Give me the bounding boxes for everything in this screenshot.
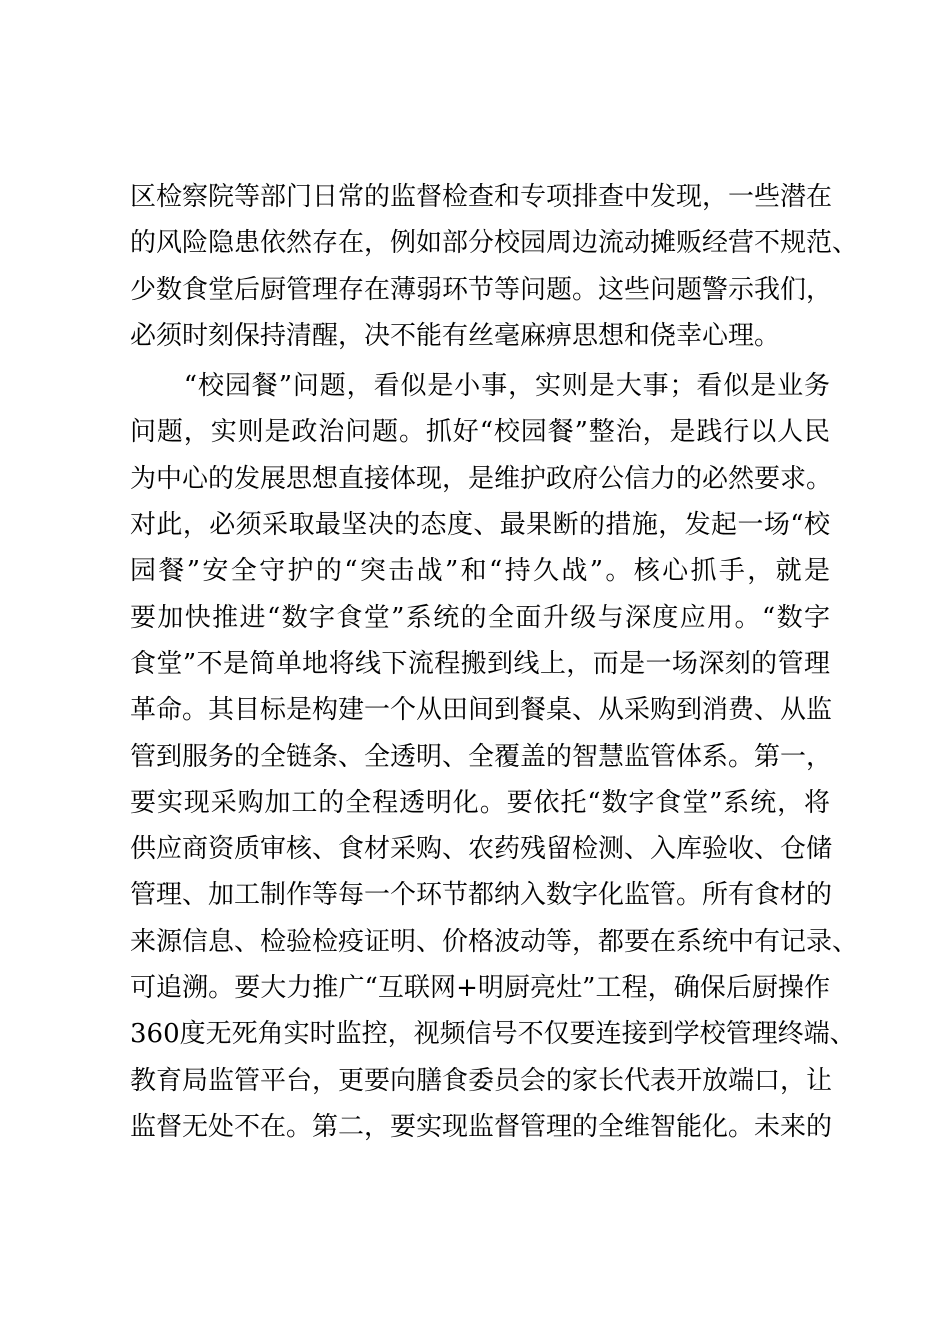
text-line: 管理、加工制作等每一个环节都纳入数字化监管。所有食材的 (130, 880, 833, 911)
text-line: 食堂”不是简单地将线下流程搬到线上，而是一场深刻的管理 (130, 648, 830, 679)
text-line: 对此，必须采取最坚决的态度、最果断的措施，发起一场“校 (130, 510, 830, 541)
text-line: 园餐”安全守护的“突击战”和“持久战”。核心抓手，就是 (130, 556, 830, 587)
paragraph-2 (130, 363, 859, 1150)
text-line: 监督无处不在。第二，要实现监督管理的全维智能化。未来的 (130, 1111, 833, 1142)
paragraph-1 (130, 174, 859, 359)
text-line: 360度无死角实时监控，视频信号不仅要连接到学校管理终端、 (130, 1019, 856, 1050)
text-line: 区检察院等部门日常的监督检查和专项排查中发现，一些潜在 (130, 182, 833, 212)
text-line: 要加快推进“数字食堂”系统的全面升级与深度应用。“数字 (130, 602, 830, 633)
document-body (130, 174, 859, 1150)
text-line: 少数食堂后厨管理存在薄弱环节等问题。这些问题警示我们， (130, 274, 833, 305)
text-line: 供应商资质审核、食材采购、农药残留检测、入库验收、仓储 (130, 834, 833, 865)
text-line: 要实现采购加工的全程透明化。要依托“数字食堂”系统，将 (130, 787, 830, 818)
text-line: 可追溯。要大力推广“互联网+明厨亮灶”工程，确保后厨操作 (130, 973, 830, 1004)
text-line: 为中心的发展思想直接体现，是维护政府公信力的必然要求。 (130, 463, 833, 494)
text-line: “校园餐”问题，看似是小事，实则是大事；看似是业务 (130, 371, 830, 402)
text-line: 革命。其目标是构建一个从田间到餐桌、从采购到消费、从监 (130, 695, 833, 726)
text-line: 管到服务的全链条、全透明、全覆盖的智慧监管体系。第一， (130, 741, 833, 772)
text-line: 来源信息、检验检疫证明、价格波动等，都要在系统中有记录、 (130, 926, 859, 957)
text-line: 教育局监管平台，更要向膳食委员会的家长代表开放端口，让 (130, 1065, 833, 1096)
text-line: 必须时刻保持清醒，决不能有丝毫麻痹思想和侥幸心理。 (130, 320, 781, 351)
text-line: 问题，实则是政治问题。抓好“校园餐”整治，是践行以人民 (130, 417, 830, 448)
text-line: 的风险隐患依然存在，例如部分校园周边流动摊贩经营不规范、 (130, 228, 859, 259)
